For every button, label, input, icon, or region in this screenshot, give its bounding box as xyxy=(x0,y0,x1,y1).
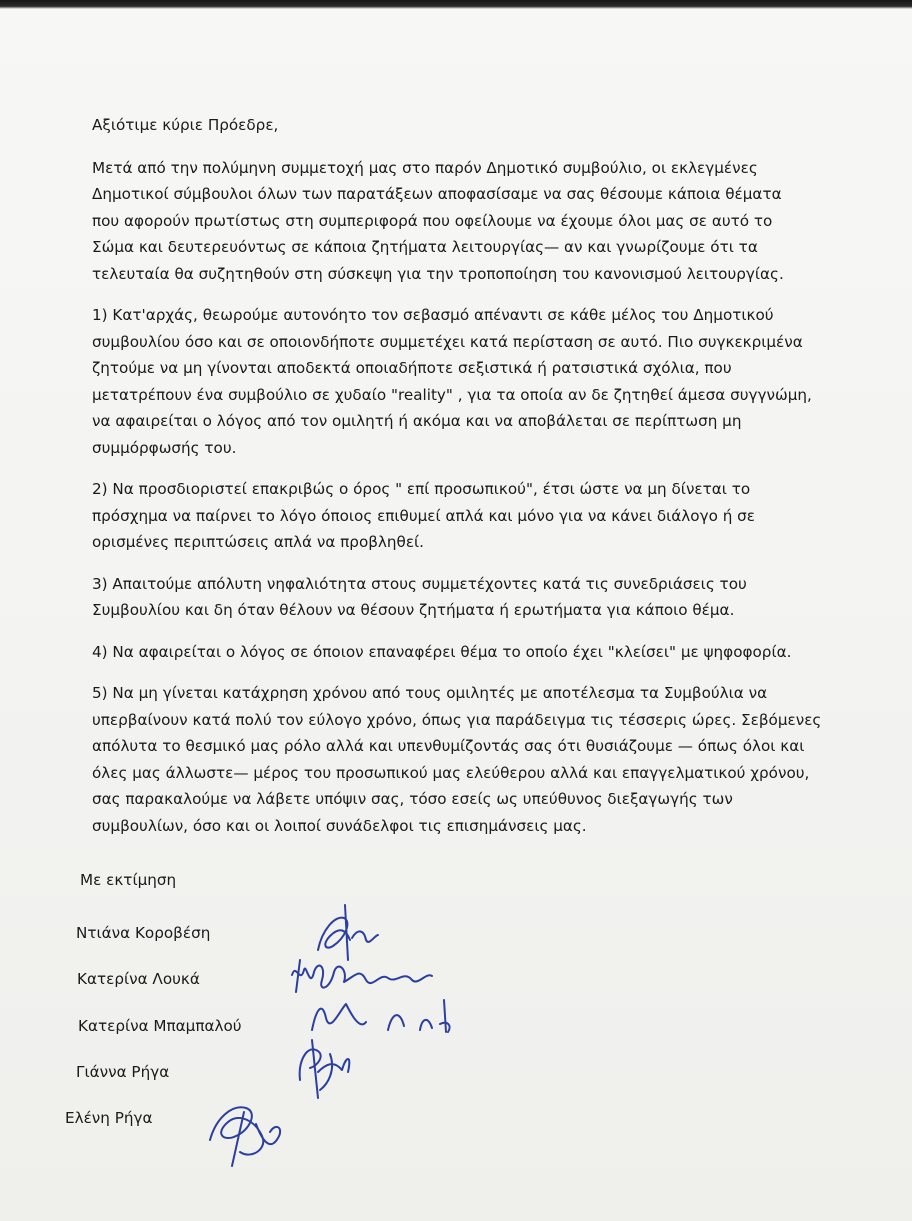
signature-2 xyxy=(292,960,432,992)
text-line: Συμβουλίου και δη όταν θέλουν να θέσουν ζητήματα ή ερωτήματα για κάποιο θέμα. xyxy=(92,601,735,619)
text-line: Δημοτικοί σύμβουλοι όλων των παρατάξεων αποφασίσαμε να σας θέσουμε κάποια θέματα xyxy=(92,185,782,203)
signatory-name: Κατερίνα Λουκά xyxy=(77,970,200,988)
closing: Με εκτίμηση xyxy=(80,871,177,889)
signatory-name: Ελένη Ρήγα xyxy=(65,1109,153,1127)
text-line: σας παρακαλούμε να λάβετε υπόψιν σας, τόσο εσείς ως υπεύθυνος διεξαγωγής των xyxy=(92,790,733,808)
paragraph-intro xyxy=(92,155,837,288)
text-line: ορισμένες περιπτώσεις απλά να προβληθεί. xyxy=(92,533,425,551)
text-line: συμβουλίων, όσο και οι λοιποί συνάδελφοι τις επισημάνσεις μας. xyxy=(92,816,587,835)
text-line: μετατρέπουν ένα συμβούλιο σε χυδαίο "reality" , για τα οποία αν δε ζητηθεί άμεσα συγγνώμη, xyxy=(92,385,812,404)
signature-5 xyxy=(210,1107,280,1166)
scan-top-edge xyxy=(0,0,912,9)
text-line: 5) Να μη γίνεται κατάχρηση χρόνου από τους ομιλητές με αποτέλεσμα τα Συμβούλια να xyxy=(92,684,768,702)
signature-3 xyxy=(312,1000,450,1032)
text-line: Μετά από την πολύμηνη συμμετοχή μας στο παρόν Δημοτικό συμβούλιο, οι εκλεγμένες xyxy=(92,158,758,177)
text-line: συμβουλίου όσο και σε οποιονδήποτε συμμετέχει κατά περίσταση σε αυτό. Πιο συγκεκριμένα xyxy=(92,332,803,351)
text-line: Σώμα και δευτερευόντως σε κάποια ζητήματα λειτουργίας— αν και γνωρίζουμε ότι τα xyxy=(92,238,758,256)
text-line: ζητούμε να μη γίνονται αποδεκτά οποιαδήποτε σεξιστικά ή ρατσιστικά σχόλια, που xyxy=(92,359,732,377)
text-line: 2) Να προσδιοριστεί επακριβώς ο όρος " επί προσωπικού", έτσι ώστε να μη δίνεται το xyxy=(92,480,751,498)
text-line: απόλυτα το θεσμικό μας ρόλο αλλά και υπενθυμίζοντάς σας ότι θυσιάζουμε — όπως όλοι και xyxy=(92,737,805,755)
text-line: συμμόρφωσής του. xyxy=(92,438,237,457)
paragraph-point-4 xyxy=(92,639,837,666)
text-line: τελευταία θα συζητηθούν στη σύσκεψη για την τροποποίηση του κανονισμού λειτουργίας. xyxy=(92,264,784,283)
paragraph-point-2 xyxy=(92,476,837,556)
signatory-name: Κατερίνα Μπαμπαλού xyxy=(78,1017,242,1035)
text-line: 4) Να αφαιρείται ο λόγος σε όποιον επαναφέρει θέμα το οποίο έχει "κλείσει" με ψηφοφορία. xyxy=(92,642,792,661)
text-line: όλες μας άλλωστε— μέρος του προσωπικού μας ελεύθερου αλλά και επαγγελματικού χρόνου, xyxy=(92,763,810,782)
text-line: να αφαιρείται ο λόγος από τον ομιλητή ή ακόμα και να αποβάλεται σε περίπτωση μη xyxy=(92,412,742,430)
signatory-name: Ντιάνα Κοροβέση xyxy=(76,924,211,942)
signature-4 xyxy=(300,1040,350,1098)
text-line: πρόσχημα να παίρνει το λόγο όποιος επιθυμεί απλά και μόνο για να κάνει διάλογο ή σε xyxy=(92,506,755,525)
letter-body xyxy=(92,112,837,854)
text-line: που αφορούν πρωτίστως στη συμπεριφορά που οφείλουμε να έχουμε όλοι μας σε αυτό το xyxy=(92,211,773,230)
signatory-name: Γιάννα Ρήγα xyxy=(76,1063,170,1081)
text-line: 3) Απαιτούμε απόλυτη νηφαλιότητα στους συμμετέχοντες κατά τις συνεδριάσεις του xyxy=(92,574,747,593)
paragraph-point-1 xyxy=(92,302,837,461)
signature-1 xyxy=(318,905,378,960)
paragraph-point-3 xyxy=(92,571,837,624)
greeting: Αξιότιμε κύριε Πρόεδρε, xyxy=(92,116,279,134)
paragraph-point-5 xyxy=(92,680,837,839)
text-line: υπερβαίνουν κατά πολύ τον εύλογο χρόνο, όπως για παράδειγμα τις τέσσερις ώρες. Σεβόμενες xyxy=(92,710,822,729)
text-line: 1) Κατ'αρχάς, θεωρούμε αυτονόητο τον σεβασμό απέναντι σε κάθε μέλος του Δημοτικού xyxy=(92,306,774,324)
